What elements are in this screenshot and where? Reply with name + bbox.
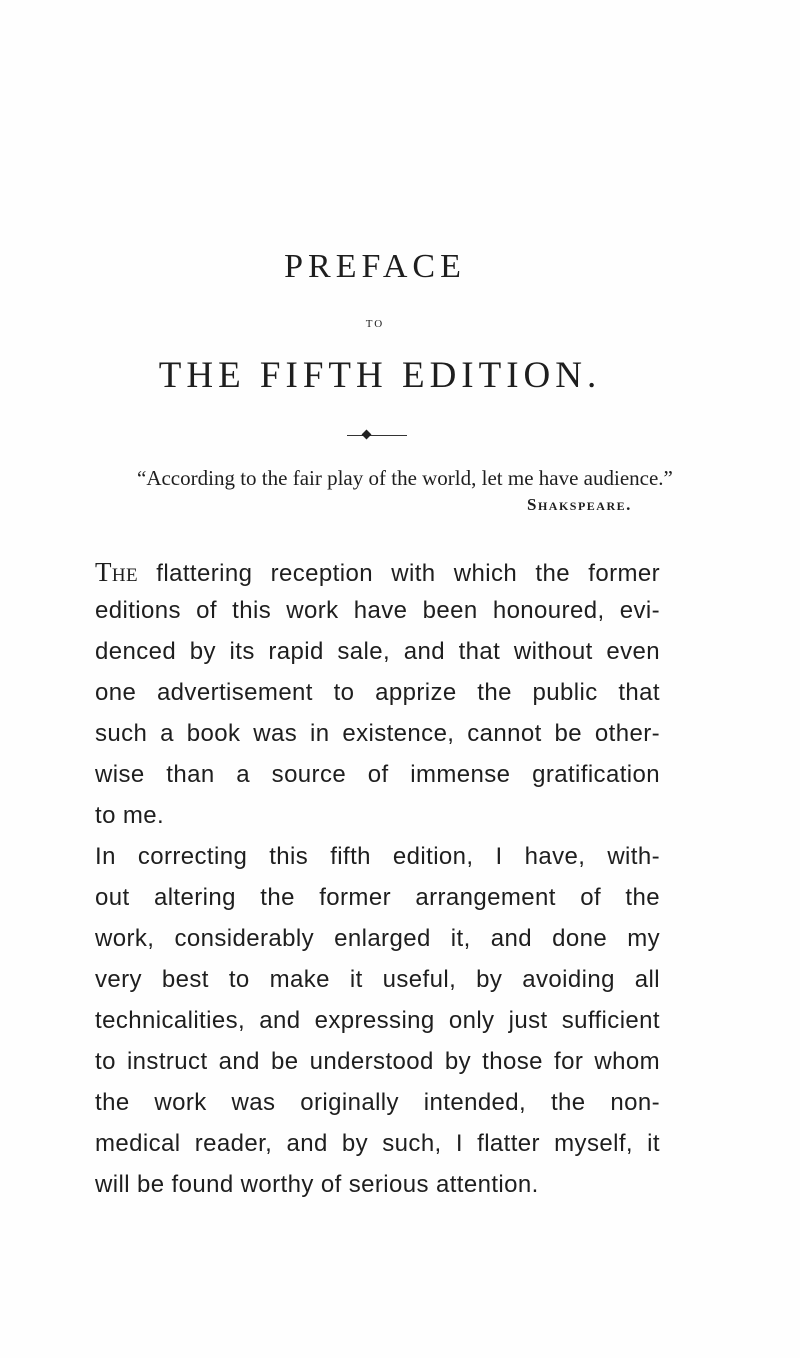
paragraph-line: wise than a source of immense gratification <box>95 761 660 788</box>
diamond-ornament-icon <box>362 430 372 440</box>
page-subtitle: THE FIFTH EDITION. <box>158 355 602 396</box>
paragraph-line: will be found worthy of serious attention. <box>95 1171 539 1198</box>
paragraph-line: work, considerably enlarged it, and done my <box>95 925 660 952</box>
paragraph-line: editions of this work have been honoured, evi- <box>95 597 660 624</box>
paragraph-line: technicalities, and expressing only just sufficient <box>95 1007 660 1034</box>
ornamental-rule <box>347 435 407 436</box>
page-title: PREFACE <box>284 248 466 285</box>
paragraph-line: to instruct and be understood by those for whom <box>95 1048 660 1075</box>
opening-word: The <box>95 557 139 587</box>
paragraph-line: medical reader, and by such, I flatter myself, it <box>95 1130 660 1157</box>
paragraph-line: the work was originally intended, the non- <box>95 1089 660 1116</box>
paragraph-line: denced by its rapid sale, and that without even <box>95 638 660 665</box>
epigraph-attribution: Shakspeare. <box>527 495 632 514</box>
epigraph-quote: “According to the fair play of the world, let me have audience.” <box>137 466 673 490</box>
paragraph-line: out altering the former arrangement of the <box>95 884 660 911</box>
paragraph-line: very best to make it useful, by avoiding all <box>95 966 660 993</box>
paragraph-line: to me. <box>95 802 165 829</box>
paragraph-line: such a book was in existence, cannot be other- <box>95 720 660 747</box>
paragraph-line: The flattering reception with which the former <box>95 557 660 587</box>
paragraph-line: one advertisement to apprize the public that <box>95 679 660 706</box>
paragraph-line: In correcting this fifth edition, I have, with- <box>95 843 660 870</box>
title-connector: TO <box>365 318 385 330</box>
